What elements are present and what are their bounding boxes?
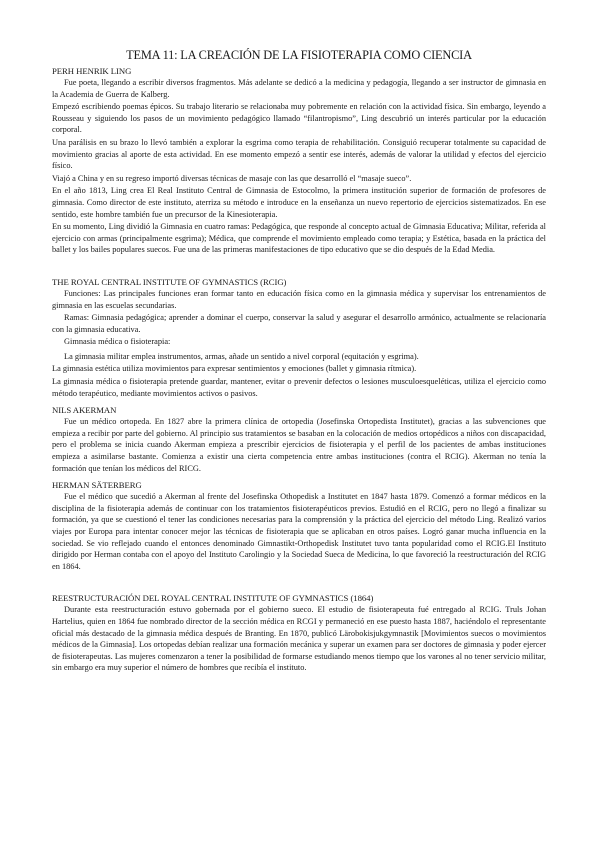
section-rcig [52, 277, 546, 399]
paragraph: Ramas: Gimnasia pedagógica; aprender a dominar el cuerpo, conservar la salud y asegurar el desarrollo armónico, actualmente se relacionaría con la gimnasia educativa. [52, 313, 546, 334]
paragraph: Una parálisis en su brazo lo llevó también a explorar la esgrima como terapia de rehabilitación. Consiguió recuperar totalmente su capacidad de movimiento gracias al aporte de esta actividad. En ese momento empezó a sentir ese interés, además de valorar la utilidad y efectos del ejercicio físico. [52, 137, 546, 171]
document-title: TEMA 11: LA CREACIÓN DE LA FISIOTERAPIA COMO CIENCIA [126, 48, 472, 62]
paragraph: Durante esta reestructuración estuvo gobernada por el gobierno sueco. El estudio de fisioterapeuta fué entregado al RCIG. Truls Johan Hartelius, quien en 1864 fue nombrado director de la sección médica en RCGI y permaneció en ese puesto hasta 1887, haciéndolo el representante oficial más destacado de la gimnasia médica después de Branting. En 1870, publicó Lärobokisjukgymnastik [Movimientos suecos o movimientos médicos de la Gimnasia]. Los ortopedas debían realizar una formación mecánica y superar un examen para ser doctores de gimnasia y poder ejercer de fisioterapeutas. Las mujeres comenzaron a tener la posibilidad de formarse estudiando menos tiempo que los varones al no tener servicio militar, sin embargo era muy superior el número de hombres que recibía el instituto. [52, 605, 546, 673]
section-reestructuracion [52, 593, 546, 674]
section-heading-ling: PERH HENRIK LING [52, 66, 132, 76]
paragraph: Fue el médico que sucedió a Akerman al frente del Josefinska Othopedisk a Institutet en 1847 hasta 1879. Comenzó a formar médicos en la disciplina de la fisioterapia además de continuar con los tratamientos fisioterapéuticos previos. Estudió en el RCIG, pero no llegó a finalizar su formación, ya que se cuestionó el tener las condiciones necesarias para la comprensión y la práctica del ejercicio del método Ling. Realizó varios viajes por Europa para intentar conocer mejor las técnicas de fisioterapia que se aplicaban en otros países. Logró ganar mucha influencia en la sociedad. Se vio reflejado cuando el entonces denominado Gimnastikt-Orthopedisk Institutet tuvo tanta popularidad como el RCIG.El Instituto dirigido por Herman contaba con el apoyo del Instituto Carolingio y la Sociedad Sueca de Medicina, lo que favoreció la reestructuración del RCIG en 1864. [52, 492, 546, 571]
paragraph: La gimnasia médica o fisioterapia pretende guardar, mantener, evitar o prevenir defectos o lesiones musculoesqueléticas, utiliza el ejercicio como método terapéutico, mediante movimientos activos o pasivos. [52, 377, 546, 398]
paragraph: Viajó a China y en su regreso importó diversas técnicas de masaje con las que desarrolló el “masaje sueco”. [52, 173, 412, 183]
paragraph: Empezó escribiendo poemas épicos. Su trabajo literario se relacionaba muy pobremente en relación con la actividad física. Sin embargo, leyendo a Rousseau y siguiendo los pasos de un movimiento pedagógico llamado “filantropismo”, Ling descubrió un interés particular por la educación corporal. [52, 102, 546, 135]
document-page [52, 48, 546, 678]
subheading-gimnasia-medica: Gimnasia médica o fisioterapia: [64, 337, 171, 347]
paragraph: Fue un médico ortopeda. En 1827 abre la primera clínica de ortopedia (Josefinska Ortopedista Institutet), gracias a las subvenciones que empieza a recibir por parte del gobierno. Al principio sus tratamientos se basaban en la colocación de medios ortopédicos a niños con discapacidad, pero el problema se inicia cuando Akerman empieza a prescribir ejercicios de fisioterapia y el perfil de los pacientes de ambas instituciones empieza a asimilarse bastante. Comienza a existir una cierta competencia entre ambas instituciones (contra el RCIG). Akerman no tenía la formación que tenían los médicos del RICG. [52, 417, 546, 473]
paragraph: Funciones: Las principales funciones eran formar tanto en educación física como en la gimnasia médica y supervisar los entrenamientos de gimnasia en las escuelas secundarias. [52, 288, 546, 310]
section-akerman [52, 405, 546, 474]
section-ling [52, 66, 546, 256]
section-heading-rcig: THE ROYAL CENTRAL INSTITUTE OF GYMNASTICS (RCIG) [52, 276, 287, 287]
section-heading-akerman: NILS AKERMAN [52, 405, 117, 416]
paragraph: En el año 1813, Ling crea El Real Instituto Central de Gimnasia de Estocolmo, la primera institución superior de formación de profesores de gimnasia. Como director de este instituto, aterriza su método e introduce en la enseñanza un nuevo repertorio de ejercicios sistematizados. En ese sentido, este hombre también fue un precursor de la Kinesioterapia. [52, 186, 546, 219]
paragraph: En su momento, Ling dividió la Gimnasia en cuatro ramas: Pedagógica, que responde al concepto actual de Gimnasia Educativa; Militar, referida al ejercicio con armas (principalmente esgrima); Médica, que comprende el movimiento empleado como terapia; y Estética, basada en la práctica del ballet y los bailes populares suecos. Fue una de las primeras manifestaciones de tipo educativo que se dio después de la Edad Media. [52, 222, 546, 255]
paragraph: La gimnasia estética utiliza movimientos para expresar sentimientos y emociones (ballet y gimnasia rítmica). [52, 364, 417, 374]
paragraph: La gimnasia militar emplea instrumentos, armas, añade un sentido a nivel corporal (equitación y esgrima). [64, 351, 419, 361]
section-heading-saterberg: HERMAN SÄTERBERG [52, 480, 142, 491]
section-saterberg [52, 480, 546, 572]
paragraph: Fue poeta, llegando a escribir diversos fragmentos. Más adelante se dedicó a la medicina y pedagogía, llegando a ser instructor de gimnasia en la Academia de Guerra de Kalberg. [52, 78, 546, 99]
section-heading-reestructuracion: REESTRUCTURACIÓN DEL ROYAL CENTRAL INSTITUTE OF GYMNASTICS (1864) [52, 593, 374, 604]
